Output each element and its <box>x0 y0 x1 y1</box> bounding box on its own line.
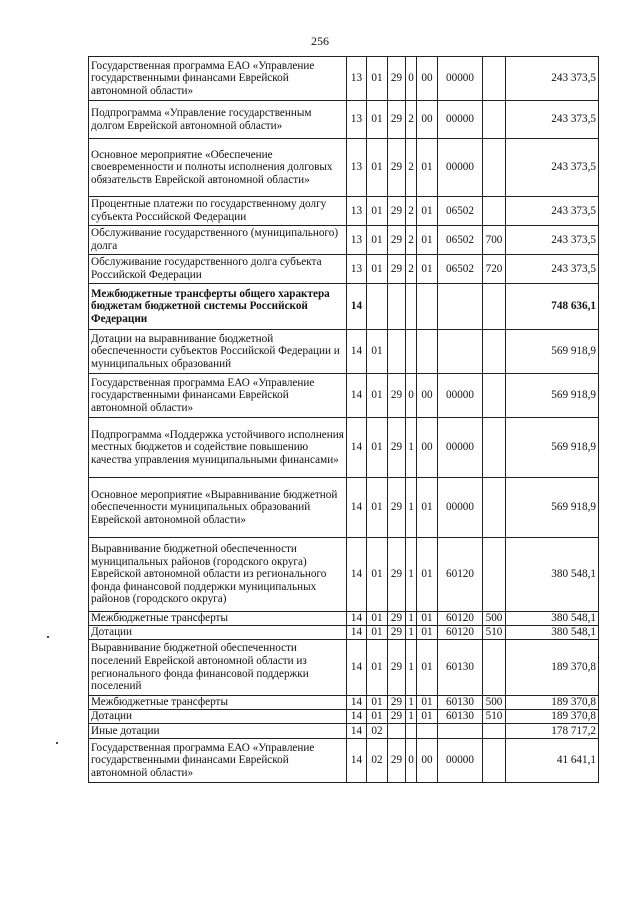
table-row <box>89 255 599 284</box>
row-amount: 178 717,2 <box>506 724 599 739</box>
row-subprogram-code <box>406 724 417 739</box>
table-row <box>89 612 599 626</box>
row-subprogram-code: 1 <box>406 626 417 640</box>
row-program-code: 29 <box>388 226 406 255</box>
row-amount: 243 373,5 <box>506 255 599 284</box>
row-amount: 569 918,9 <box>506 478 599 538</box>
row-expense-type <box>483 739 506 783</box>
row-amount: 569 918,9 <box>506 374 599 418</box>
row-subprogram-code <box>406 284 417 330</box>
row-amount: 189 370,8 <box>506 640 599 696</box>
table-row <box>89 478 599 538</box>
row-name: Дотации <box>89 710 347 724</box>
row-name: Государственная программа ЕАО «Управление государственными финансами Еврейской автономной области» <box>89 739 347 783</box>
row-activity-code: 01 <box>417 696 438 710</box>
row-expense-type: 510 <box>483 710 506 724</box>
row-amount: 189 370,8 <box>506 696 599 710</box>
row-subsection: 01 <box>367 612 388 626</box>
table-row <box>89 710 599 724</box>
row-name: Дотации на выравнивание бюджетной обеспеченности субъектов Российской Федерации и муниципальных образований <box>89 330 347 374</box>
row-program-code: 29 <box>388 139 406 197</box>
row-section: 14 <box>347 538 367 612</box>
row-program-code: 29 <box>388 197 406 226</box>
row-subprogram-code: 2 <box>406 197 417 226</box>
table-row <box>89 330 599 374</box>
row-subsection <box>367 284 388 330</box>
row-subprogram-code: 1 <box>406 710 417 724</box>
row-activity-code: 01 <box>417 478 438 538</box>
row-subprogram-code: 1 <box>406 538 417 612</box>
row-direction-code: 00000 <box>438 418 483 478</box>
row-name: Межбюджетные трансферты <box>89 696 347 710</box>
row-subsection: 01 <box>367 478 388 538</box>
row-section: 14 <box>347 626 367 640</box>
table-row <box>89 538 599 612</box>
row-expense-type <box>483 640 506 696</box>
row-name: Процентные платежи по государственному долгу субъекта Российской Федерации <box>89 197 347 226</box>
row-name: Государственная программа ЕАО «Управление государственными финансами Еврейской автономной области» <box>89 57 347 101</box>
row-subprogram-code <box>406 330 417 374</box>
table-row <box>89 724 599 739</box>
row-name: Иные дотации <box>89 724 347 739</box>
scan-mark <box>56 742 58 744</box>
row-activity-code: 01 <box>417 226 438 255</box>
row-program-code: 29 <box>388 626 406 640</box>
row-amount: 243 373,5 <box>506 197 599 226</box>
row-amount: 380 548,1 <box>506 538 599 612</box>
table-row <box>89 626 599 640</box>
page-number: 256 <box>311 34 329 48</box>
row-program-code: 29 <box>388 374 406 418</box>
table-row <box>89 57 599 101</box>
row-program-code <box>388 724 406 739</box>
table-row <box>89 696 599 710</box>
row-subsection: 01 <box>367 418 388 478</box>
row-subsection: 01 <box>367 374 388 418</box>
row-subsection: 01 <box>367 139 388 197</box>
row-name: Межбюджетные трансферты общего характера бюджетам бюджетной системы Российской Федерации <box>89 284 347 330</box>
row-expense-type <box>483 101 506 139</box>
row-direction-code: 00000 <box>438 57 483 101</box>
row-expense-type <box>483 418 506 478</box>
row-subsection: 01 <box>367 626 388 640</box>
row-activity-code <box>417 724 438 739</box>
row-name: Обслуживание государственного (муниципального) долга <box>89 226 347 255</box>
row-expense-type <box>483 374 506 418</box>
row-program-code <box>388 284 406 330</box>
row-section: 14 <box>347 418 367 478</box>
row-section: 13 <box>347 255 367 284</box>
row-expense-type <box>483 139 506 197</box>
row-subsection: 01 <box>367 696 388 710</box>
row-amount: 748 636,1 <box>506 284 599 330</box>
row-activity-code: 01 <box>417 139 438 197</box>
row-direction-code: 60130 <box>438 696 483 710</box>
table-row <box>89 284 599 330</box>
row-section: 13 <box>347 226 367 255</box>
row-subprogram-code: 0 <box>406 374 417 418</box>
row-program-code <box>388 330 406 374</box>
row-activity-code: 00 <box>417 418 438 478</box>
row-expense-type <box>483 538 506 612</box>
row-program-code: 29 <box>388 57 406 101</box>
row-amount: 380 548,1 <box>506 612 599 626</box>
table-row <box>89 640 599 696</box>
row-activity-code <box>417 284 438 330</box>
row-name: Основное мероприятие «Выравнивание бюджетной обеспеченности муниципальных образований Еврейской автономной области» <box>89 478 347 538</box>
row-subprogram-code: 0 <box>406 57 417 101</box>
row-subsection: 01 <box>367 330 388 374</box>
row-direction-code: 60120 <box>438 626 483 640</box>
row-name: Обслуживание государственного долга субъекта Российской Федерации <box>89 255 347 284</box>
scan-mark <box>47 636 49 638</box>
row-direction-code: 60130 <box>438 710 483 724</box>
row-amount: 243 373,5 <box>506 226 599 255</box>
row-direction-code: 06502 <box>438 197 483 226</box>
row-expense-type <box>483 330 506 374</box>
row-section: 14 <box>347 374 367 418</box>
row-direction-code <box>438 724 483 739</box>
row-section: 14 <box>347 739 367 783</box>
row-subsection: 01 <box>367 101 388 139</box>
row-subsection: 01 <box>367 640 388 696</box>
row-amount: 243 373,5 <box>506 101 599 139</box>
row-expense-type: 500 <box>483 696 506 710</box>
row-subprogram-code: 1 <box>406 612 417 626</box>
row-section: 14 <box>347 612 367 626</box>
table-row <box>89 139 599 197</box>
row-expense-type: 510 <box>483 626 506 640</box>
row-subsection: 02 <box>367 724 388 739</box>
row-name: Государственная программа ЕАО «Управление государственными финансами Еврейской автономной области» <box>89 374 347 418</box>
row-section: 13 <box>347 101 367 139</box>
row-section: 14 <box>347 724 367 739</box>
row-direction-code: 06502 <box>438 226 483 255</box>
row-subprogram-code: 2 <box>406 139 417 197</box>
row-section: 13 <box>347 57 367 101</box>
row-section: 14 <box>347 710 367 724</box>
table-row <box>89 226 599 255</box>
row-activity-code: 00 <box>417 57 438 101</box>
row-program-code: 29 <box>388 478 406 538</box>
row-amount: 41 641,1 <box>506 739 599 783</box>
row-subprogram-code: 1 <box>406 640 417 696</box>
row-activity-code: 01 <box>417 255 438 284</box>
row-amount: 380 548,1 <box>506 626 599 640</box>
row-section: 14 <box>347 478 367 538</box>
row-section: 13 <box>347 197 367 226</box>
row-activity-code: 00 <box>417 374 438 418</box>
row-activity-code <box>417 330 438 374</box>
row-amount: 243 373,5 <box>506 57 599 101</box>
row-direction-code: 00000 <box>438 101 483 139</box>
row-subsection: 01 <box>367 538 388 612</box>
row-name: Выравнивание бюджетной обеспеченности поселений Еврейской автономной области из регионального фонда финансовой поддержки поселений <box>89 640 347 696</box>
row-direction-code: 60120 <box>438 538 483 612</box>
row-program-code: 29 <box>388 612 406 626</box>
row-direction-code <box>438 284 483 330</box>
row-program-code: 29 <box>388 101 406 139</box>
row-name: Межбюджетные трансферты <box>89 612 347 626</box>
row-subsection: 01 <box>367 57 388 101</box>
table-row <box>89 418 599 478</box>
row-subprogram-code: 1 <box>406 696 417 710</box>
row-program-code: 29 <box>388 255 406 284</box>
row-expense-type: 720 <box>483 255 506 284</box>
row-name: Выравнивание бюджетной обеспеченности муниципальных районов (городского округа) Еврейской автономной области из регионального фонда финансовой поддержки муниципальных районов (городского округа) <box>89 538 347 612</box>
row-activity-code: 01 <box>417 710 438 724</box>
row-expense-type <box>483 478 506 538</box>
row-expense-type: 500 <box>483 612 506 626</box>
row-name: Подпрограмма «Управление государственным долгом Еврейской автономной области» <box>89 101 347 139</box>
row-activity-code: 00 <box>417 101 438 139</box>
row-expense-type: 700 <box>483 226 506 255</box>
row-direction-code: 00000 <box>438 478 483 538</box>
row-program-code: 29 <box>388 538 406 612</box>
row-direction-code: 00000 <box>438 374 483 418</box>
row-subprogram-code: 0 <box>406 739 417 783</box>
row-expense-type <box>483 284 506 330</box>
row-section: 14 <box>347 284 367 330</box>
budget-table-body <box>89 57 599 783</box>
row-activity-code: 01 <box>417 197 438 226</box>
row-subsection: 01 <box>367 710 388 724</box>
row-name: Подпрограмма «Поддержка устойчивого исполнения местных бюджетов и содействие повышению качества управления муниципальными финансами» <box>89 418 347 478</box>
row-name: Дотации <box>89 626 347 640</box>
row-expense-type <box>483 57 506 101</box>
row-subsection: 02 <box>367 739 388 783</box>
row-direction-code: 60120 <box>438 612 483 626</box>
row-direction-code: 00000 <box>438 739 483 783</box>
table-row <box>89 374 599 418</box>
row-expense-type <box>483 197 506 226</box>
row-program-code: 29 <box>388 418 406 478</box>
row-activity-code: 00 <box>417 739 438 783</box>
row-expense-type <box>483 724 506 739</box>
row-direction-code: 06502 <box>438 255 483 284</box>
row-amount: 569 918,9 <box>506 330 599 374</box>
row-amount: 569 918,9 <box>506 418 599 478</box>
row-amount: 243 373,5 <box>506 139 599 197</box>
row-subprogram-code: 2 <box>406 255 417 284</box>
row-section: 14 <box>347 330 367 374</box>
row-program-code: 29 <box>388 696 406 710</box>
row-section: 13 <box>347 139 367 197</box>
row-activity-code: 01 <box>417 538 438 612</box>
row-section: 14 <box>347 640 367 696</box>
row-program-code: 29 <box>388 710 406 724</box>
row-direction-code <box>438 330 483 374</box>
row-subprogram-code: 1 <box>406 478 417 538</box>
row-amount: 189 370,8 <box>506 710 599 724</box>
table-row <box>89 739 599 783</box>
row-activity-code: 01 <box>417 612 438 626</box>
row-activity-code: 01 <box>417 626 438 640</box>
row-subsection: 01 <box>367 255 388 284</box>
row-direction-code: 00000 <box>438 139 483 197</box>
table-row <box>89 197 599 226</box>
row-direction-code: 60130 <box>438 640 483 696</box>
row-subprogram-code: 2 <box>406 226 417 255</box>
row-subsection: 01 <box>367 197 388 226</box>
budget-table <box>88 56 599 783</box>
row-name: Основное мероприятие «Обеспечение своевременности и полноты исполнения долговых обязательств Еврейской автономной области» <box>89 139 347 197</box>
row-program-code: 29 <box>388 739 406 783</box>
table-row <box>89 101 599 139</box>
row-program-code: 29 <box>388 640 406 696</box>
row-activity-code: 01 <box>417 640 438 696</box>
row-subprogram-code: 1 <box>406 418 417 478</box>
row-subsection: 01 <box>367 226 388 255</box>
row-section: 14 <box>347 696 367 710</box>
row-subprogram-code: 2 <box>406 101 417 139</box>
